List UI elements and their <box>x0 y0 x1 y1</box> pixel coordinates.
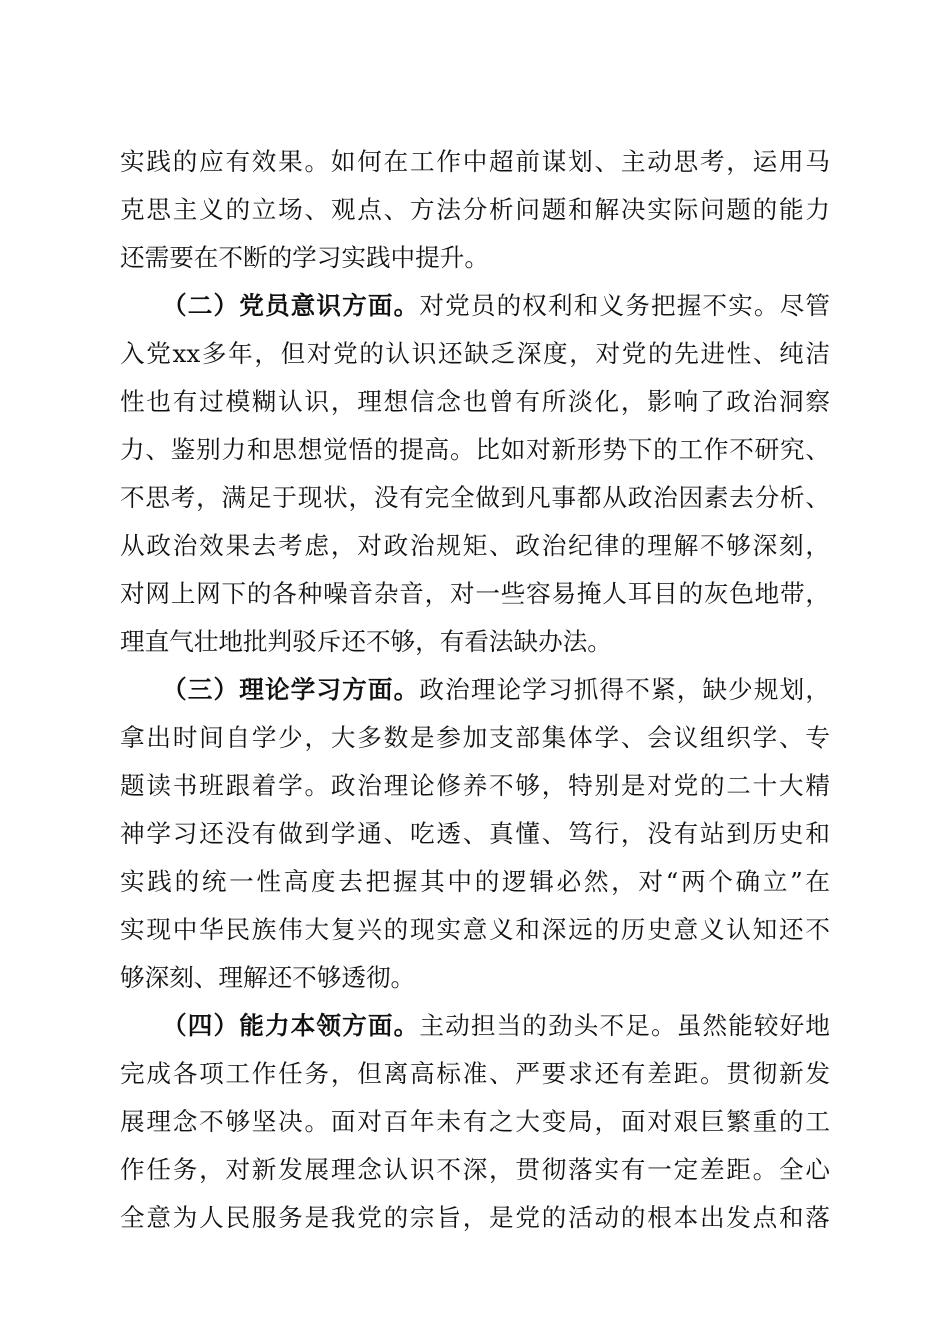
text-line: 拿出时间自学少，大多数是参加支部集体学、会议组织学、专 <box>120 723 830 752</box>
paragraph-continuation <box>120 138 830 282</box>
text-line <box>120 282 830 330</box>
text-fragment: 政治理论学习抓得不紧，缺少规划， <box>419 675 830 704</box>
text-line: 作任务，对新发展理念认识不深，贯彻落实有一定差距。全心 <box>120 1155 830 1184</box>
text-line: 不思考，满足于现状，没有完全做到凡事都从政治因素去分析、 <box>120 483 830 512</box>
text-fragment: 对党员的权利和义务把握不实。尽管 <box>419 291 830 320</box>
text-line: 神学习还没有做到学通、吃透、真懂、笃行，没有站到历史和 <box>120 819 830 848</box>
text-line: 入党xx多年，但对党的认识还缺乏深度，对党的先进性、纯洁 <box>120 339 830 368</box>
text-line: 展理念不够坚决。面对百年未有之大变局，面对艰巨繁重的工 <box>120 1107 830 1136</box>
text-line: 理直气壮地批判驳斥还不够，有看法缺办法。 <box>120 627 612 656</box>
section-heading: （二）党员意识方面。 <box>162 291 420 320</box>
text-fragment: 主动担当的劲头不足。虽然能较好地 <box>419 1011 830 1040</box>
section-heading: （三）理论学习方面。 <box>162 675 420 704</box>
text-line: 力、鉴别力和思想觉悟的提高。比如对新形势下的工作不研究、 <box>120 435 830 464</box>
document-body <box>120 138 830 1242</box>
text-line: 从政治效果去考虑，对政治规矩、政治纪律的理解不够深刻， <box>120 531 830 560</box>
paragraph-ability <box>120 1002 830 1242</box>
text-line: 克思主义的立场、观点、方法分析问题和解决实际问题的能力 <box>120 195 830 224</box>
paragraph-theory-study <box>120 666 830 1002</box>
section-heading: （四）能力本领方面。 <box>162 1011 420 1040</box>
text-line: 对网上网下的各种噪音杂音，对一些容易掩人耳目的灰色地带， <box>120 579 830 608</box>
text-line: 还需要在不断的学习实践中提升。 <box>120 243 489 272</box>
text-line <box>120 1002 830 1050</box>
text-line: 完成各项工作任务，但离高标准、严要求还有差距。贯彻新发 <box>120 1059 830 1088</box>
paragraph-party-awareness <box>120 282 830 666</box>
text-line: 题读书班跟着学。政治理论修养不够，特别是对党的二十大精 <box>120 771 830 800</box>
text-line: 全意为人民服务是我党的宗旨，是党的活动的根本出发点和落 <box>120 1203 830 1232</box>
text-line: 够深刻、理解还不够透彻。 <box>120 963 416 992</box>
text-line: 实践的统一性高度去把握其中的逻辑必然，对“两个确立”在 <box>120 867 830 896</box>
text-line: 实现中华民族伟大复兴的现实意义和深远的历史意义认知还不 <box>120 915 830 944</box>
text-line <box>120 666 830 714</box>
text-line: 性也有过模糊认识，理想信念也曾有所淡化，影响了政治洞察 <box>120 387 830 416</box>
text-line: 实践的应有效果。如何在工作中超前谋划、主动思考，运用马 <box>120 147 830 176</box>
